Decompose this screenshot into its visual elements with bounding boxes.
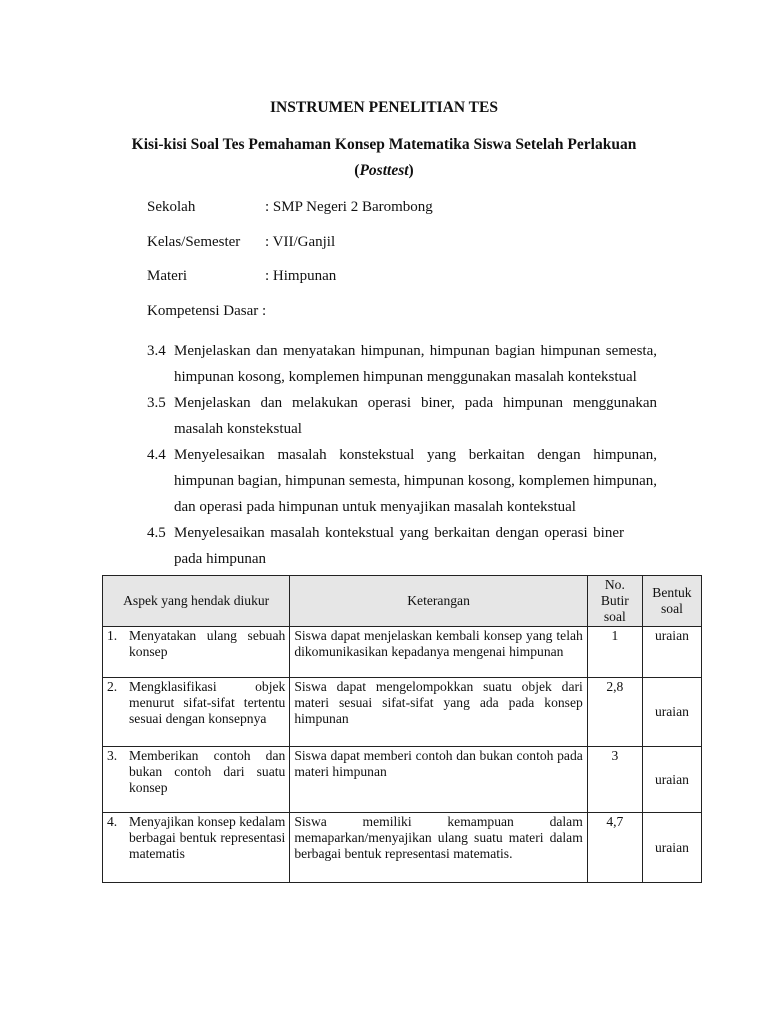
kompetensi-number: 3.4 — [147, 343, 166, 359]
butir-cell: 1 — [587, 627, 642, 678]
keterangan-cell: Siswa memiliki kemampuan dalam memaparkan/menyajikan ulang suatu materi dalam berbagai bentuk representasi matematis. — [290, 813, 587, 883]
aspek-cell: 4. Menyajikan konsep kedalam berbagai bentuk representasi matematis — [103, 813, 290, 883]
kompetensi-text: Menyelesaikan masalah konstekstual yang berkaitan dengan himpunan, himpunan bagian, himpunan semesta, himpunan kosong, komplemen himpunan, dan operasi pada himpunan untuk menyajikan masalah kontekstual — [174, 447, 657, 515]
keterangan-cell: Siswa dapat menjelaskan kembali konsep yang telah dikomunikasikan kepadanya mengenai himpunan — [290, 627, 587, 678]
kompetensi-text: Menjelaskan dan melakukan operasi biner, pada himpunan menggunakan masalah konstekstual — [174, 395, 657, 437]
kompetensi-item-3-5 — [147, 390, 657, 442]
kisi-kisi-table — [102, 575, 702, 883]
kompetensi-item-3-4 — [147, 338, 657, 390]
aspek-cell: 1. Menyatakan ulang sebuah konsep — [103, 627, 290, 678]
header-bentuk: Bentuk soal — [642, 576, 701, 627]
table-row — [103, 747, 702, 813]
document-title: INSTRUMEN PENELITIAN TES — [270, 99, 498, 116]
info-label: Materi — [147, 268, 187, 284]
aspek-cell: 2. Mengklasifikasi objek menurut sifat-sifat tertentu sesuai dengan konsepnya — [103, 678, 290, 747]
info-label: Sekolah — [147, 199, 196, 215]
kompetensi-text: Menjelaskan dan menyatakan himpunan, himpunan bagian himpunan semesta, himpunan kosong, komplemen himpunan menggunakan masalah kontekstual — [174, 343, 657, 385]
table-row — [103, 678, 702, 747]
info-row-materi — [147, 268, 336, 285]
info-label: Kelas/Semester — [147, 234, 241, 250]
kompetensi-number: 4.5 — [147, 525, 166, 541]
bentuk-cell: uraian — [642, 747, 701, 813]
kompetensi-dasar-label: Kompetensi Dasar : — [147, 303, 267, 319]
butir-cell: 4,7 — [587, 813, 642, 883]
header-keterangan: Keterangan — [290, 576, 587, 627]
kompetensi-number: 4.4 — [147, 447, 166, 463]
keterangan-cell: Siswa dapat mengelompokkan suatu objek dari materi sesuai sifat-sifat yang ada pada konsep himpunan — [290, 678, 587, 747]
kompetensi-text: Menyelesaikan masalah kontekstual yang berkaitan dengan operasi biner pada himpunan — [174, 525, 624, 567]
bentuk-cell: uraian — [642, 678, 701, 747]
kompetensi-item-4-5 — [147, 520, 657, 572]
butir-cell: 2,8 — [587, 678, 642, 747]
butir-cell: 3 — [587, 747, 642, 813]
kompetensi-item-4-4 — [147, 442, 657, 520]
info-value: : SMP Negeri 2 Barombong — [265, 199, 433, 215]
info-value: : Himpunan — [265, 268, 337, 284]
info-row-sekolah — [147, 199, 433, 216]
posttest-label: Posttest — [359, 162, 409, 179]
bentuk-cell: uraian — [642, 627, 701, 678]
keterangan-cell: Siswa dapat memberi contoh dan bukan contoh pada materi himpunan — [290, 747, 587, 813]
document-subtitle-posttest: (Posttest) — [354, 162, 414, 179]
header-aspek: Aspek yang hendak diukur — [103, 576, 290, 627]
kompetensi-number: 3.5 — [147, 395, 166, 411]
header-no-butir: No. Butir soal — [587, 576, 642, 627]
info-row-kelas — [147, 234, 335, 251]
info-value: : VII/Ganjil — [265, 234, 336, 250]
table-row — [103, 813, 702, 883]
bentuk-cell: uraian — [642, 813, 701, 883]
document-subtitle: Kisi-kisi Soal Tes Pemahaman Konsep Matematika Siswa Setelah Perlakuan — [131, 136, 637, 153]
aspek-cell: 3. Memberikan contoh dan bukan contoh dari suatu konsep — [103, 747, 290, 813]
table-header-row — [103, 576, 702, 627]
table-row — [103, 627, 702, 678]
